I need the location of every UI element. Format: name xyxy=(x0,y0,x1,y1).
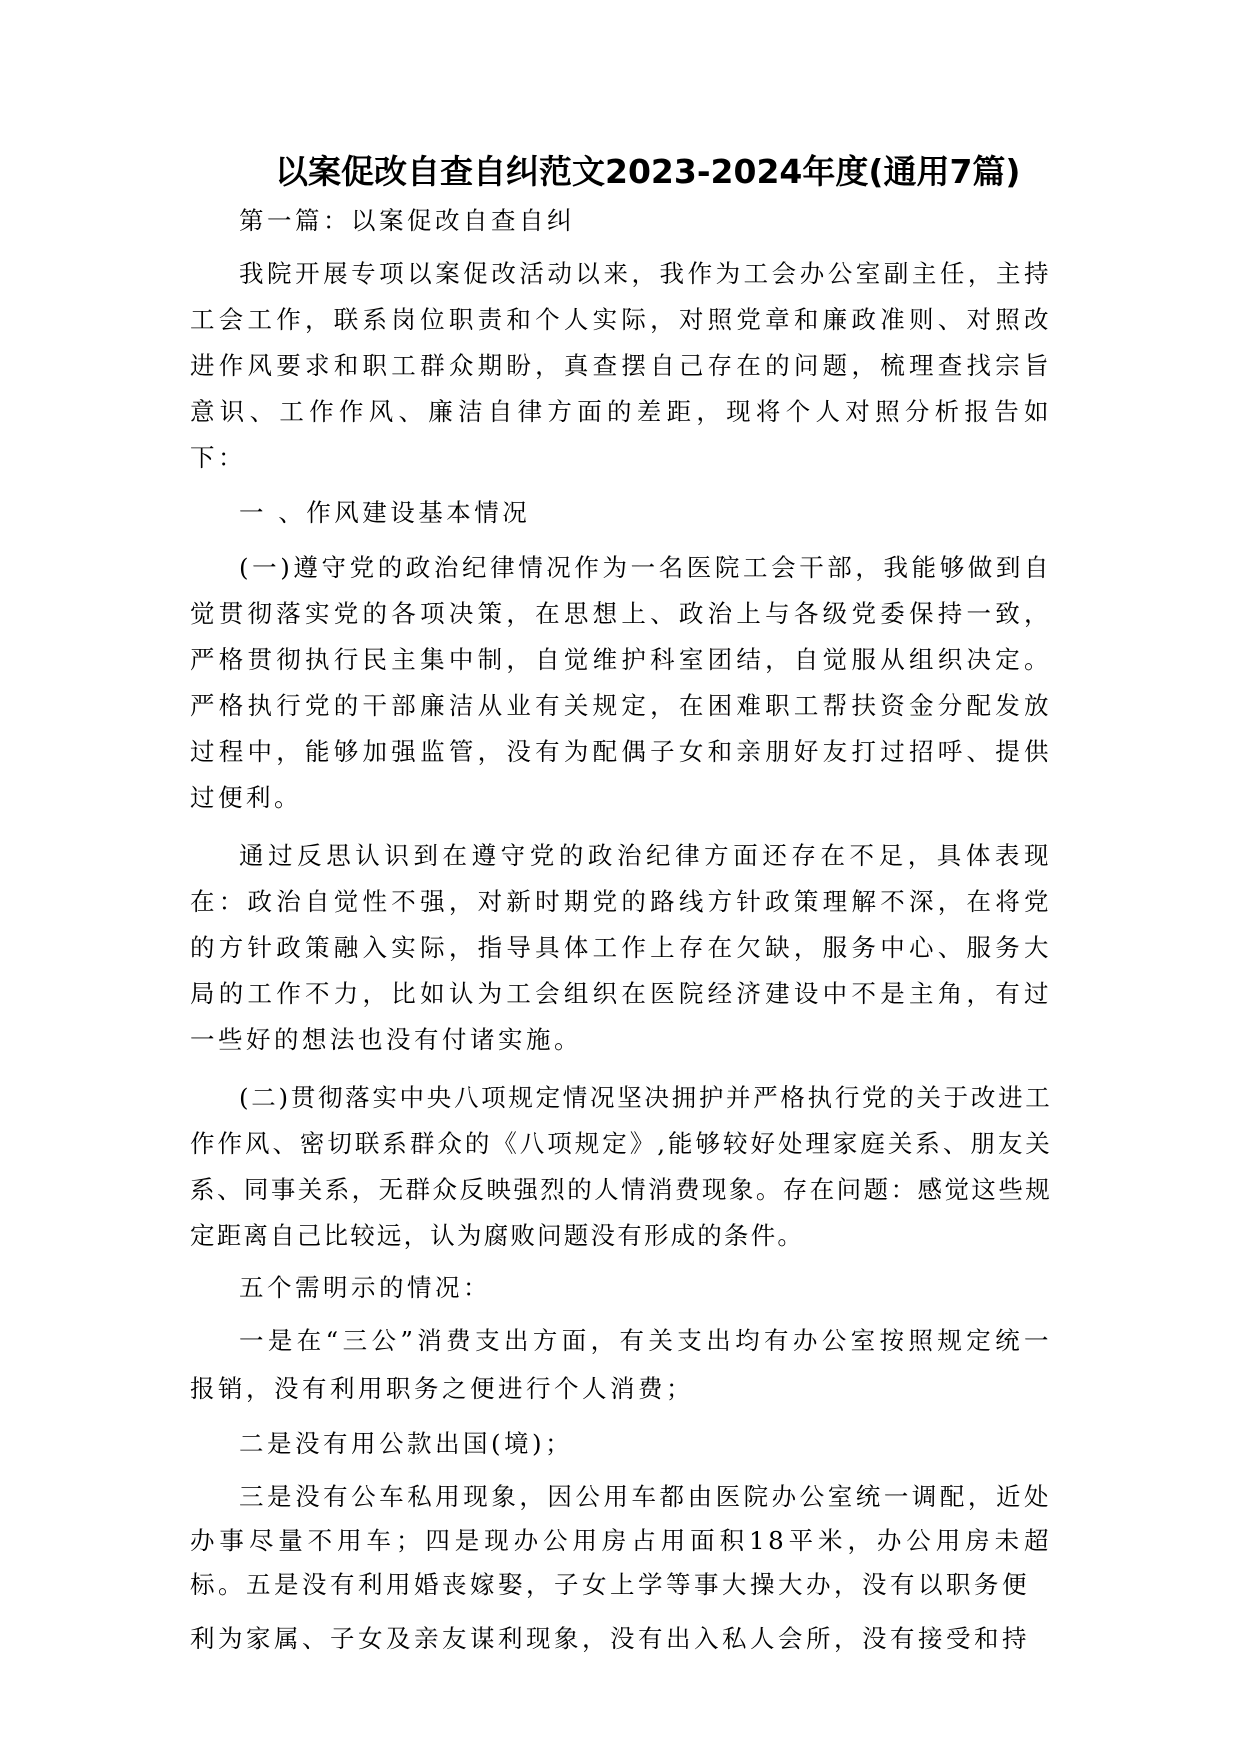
paragraph-case-one: 一是在“三公”消费支出方面，有关支出均有办公室按照规定统一报销，没有利用职务之便进行个人消费； xyxy=(190,1326,1052,1403)
section-heading: 第一篇：以案促改自查自纠 xyxy=(239,206,575,235)
heading-one: 一 、作风建设基本情况 xyxy=(239,498,531,527)
paragraph-intro: 我院开展专项以案促改活动以来，我作为工会办公室副主任，主持工会工作，联系岗位职责和个人实际，对照党章和廉政准则、对照改进作风要求和职工群众期盼，真查摆自己存在的问题，梳理查找宗旨意识、工作作风、廉洁自律方面的差距，现将个人对照分析报告如下： xyxy=(190,259,1052,472)
paragraph-five-cases: 五个需明示的情况： xyxy=(239,1273,491,1302)
paragraph-case-two: 二是没有用公款出国(境)； xyxy=(239,1429,574,1458)
paragraph-item-two: (二)贯彻落实中央八项规定情况坚决拥护并严格执行党的关于改进工作作风、密切联系群众的《八项规定》,能够较好处理家庭关系、朋友关系、同事关系，无群众反映强烈的人情消费现象。存在问题：感觉这些规定距离自己比较远，认为腐败问题没有形成的条件。 xyxy=(190,1083,1052,1250)
paragraph-case-three: 三是没有公车私用现象，因公用车都由医院办公室统一调配，近处办事尽量不用车；四是现办公用房占用面积18平米，办公用房未超 标。五是没有利用婚丧嫁娶，子女上学等事大操大办，没有以职务便 xyxy=(190,1482,1052,1599)
paragraph-item-one: (一)遵守党的政治纪律情况作为一名医院工会干部，我能够做到自觉贯彻落实党的各项决策，在思想上、政治上与各级党委保持一致，严格贯彻执行民主集中制，自觉维护科室团结，自觉服从组织决定。严格执行党的干部廉洁从业有关规定，在困难职工帮扶资金分配发放过程中，能够加强监管，没有为配偶子女和亲朋好友打过招呼、提供过便利。 xyxy=(190,553,1052,812)
paragraph-reflection: 通过反思认识到在遵守党的政治纪律方面还存在不足，具体表现在：政治自觉性不强，对新时期党的路线方针政策理解不深，在将党的方针政策融入实际，指导具体工作上存在欠缺，服务中心、服务大局的工作不力，比如认为工会组织在医院经济建设中不是主角，有过一些好的想法也没有付诸实施。 xyxy=(190,841,1052,1054)
document-body xyxy=(190,199,1052,1661)
paragraph-continuation: 利为家属、子女及亲友谋利现象，没有出入私人会所，没有接受和持 xyxy=(190,1624,1030,1653)
document-title: 以案促改自查自纠范文2023-2024年度(通用7篇) xyxy=(275,152,1021,191)
